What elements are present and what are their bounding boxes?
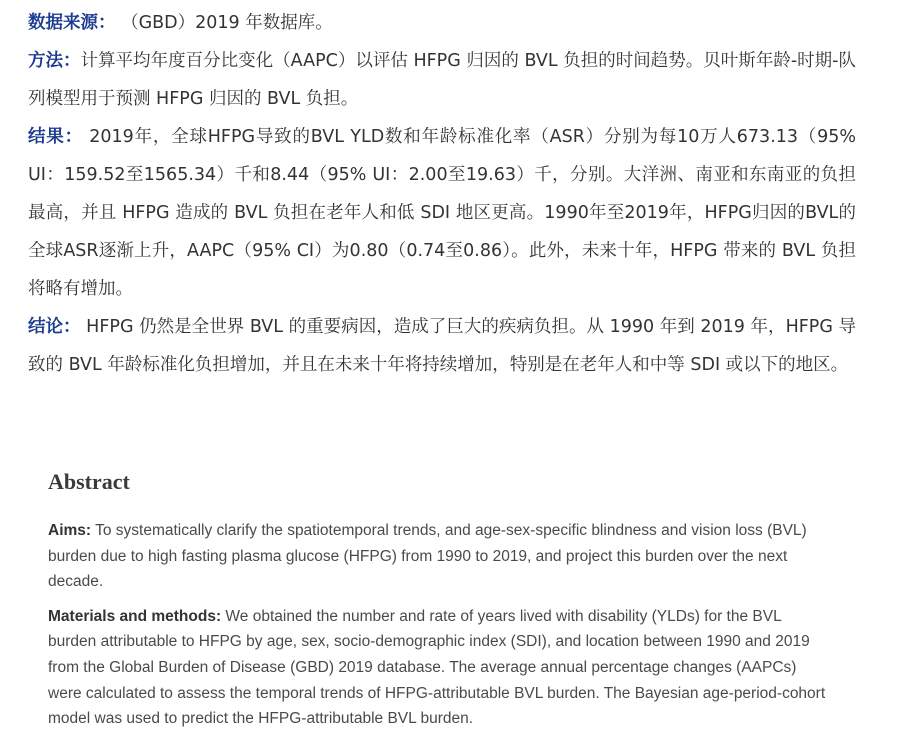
source-paragraph bbox=[28, 4, 856, 42]
aims-paragraph bbox=[48, 518, 828, 595]
methods-text: 计算平均年度百分比变化（AAPC）以评估 HFPG 归因的 BVL 负担的时间趋势。贝叶斯年龄-时期-队列模型用于预测 HFPG 归因的 BVL 负担。 bbox=[28, 51, 857, 109]
conclusion-text: HFPG 仍然是全世界 BVL 的重要病因，造成了巨大的疾病负担。从 1990 年到 2019 年，HFPG 导致的 BVL 年龄标准化负担增加，并且在未来十年将持续增加，特别是在老年人和中等 SDI 或以下的地区。 bbox=[28, 317, 856, 375]
materials-methods-label: Materials and methods: bbox=[48, 607, 222, 625]
conclusion-label: 结论： bbox=[28, 317, 81, 337]
aims-label: Aims: bbox=[48, 522, 92, 539]
abstract-heading: Abstract bbox=[48, 469, 130, 494]
source-text: （GBD）2019 年数据库。 bbox=[115, 13, 333, 33]
chinese-summary bbox=[28, 4, 856, 384]
english-abstract bbox=[48, 460, 828, 741]
methods-label: 方法： bbox=[28, 51, 81, 71]
materials-methods-paragraph bbox=[48, 604, 828, 732]
source-label: 数据来源： bbox=[28, 13, 116, 33]
aims-text: To systematically clarify the spatiotemporal trends, and age-sex-specific blindness and vision loss (BVL) burden due to high fasting plasma glucose (HFPG) from 1990 to 2019, and project this burden over the next decade. bbox=[48, 522, 807, 591]
methods-paragraph bbox=[28, 42, 856, 118]
results-text: 2019年，全球HFPG导致的BVL YLD数和年龄标准化率（ASR）分别为每10万人673.13（95% UI：159.52至1565.34）千和8.44（95% UI：2.00至19.63）千，分别。大洋洲、南亚和东南亚的负担最高，并且 HFPG 造成的 BVL 负担在老年人和低 SDI 地区更高。1990年至2019年，HFPG归因的BVL的全球ASR逐渐上升，AAPC（95% CI）为0.80（0.74至0.86）。此外，未来十年，HFPG 带来的 BVL 负担将略有增加。 bbox=[28, 127, 857, 299]
results-paragraph bbox=[28, 118, 856, 308]
materials-methods-text: We obtained the number and rate of years lived with disability (YLDs) for the BVL burden attributable to HFPG by age, sex, socio-demographic index (SDI), and location between 1990 and 2019 from the Global Burden of Disease (GBD) 2019 database. The average annual percentage changes (AAPCs) were calculated to assess the temporal trends of HFPG-attributable BVL burden. The Bayesian age-period-cohort model was used to predict the HFPG-attributable BVL burden. bbox=[48, 607, 826, 728]
results-label: 结果： bbox=[28, 127, 83, 147]
conclusion-paragraph bbox=[28, 308, 856, 384]
